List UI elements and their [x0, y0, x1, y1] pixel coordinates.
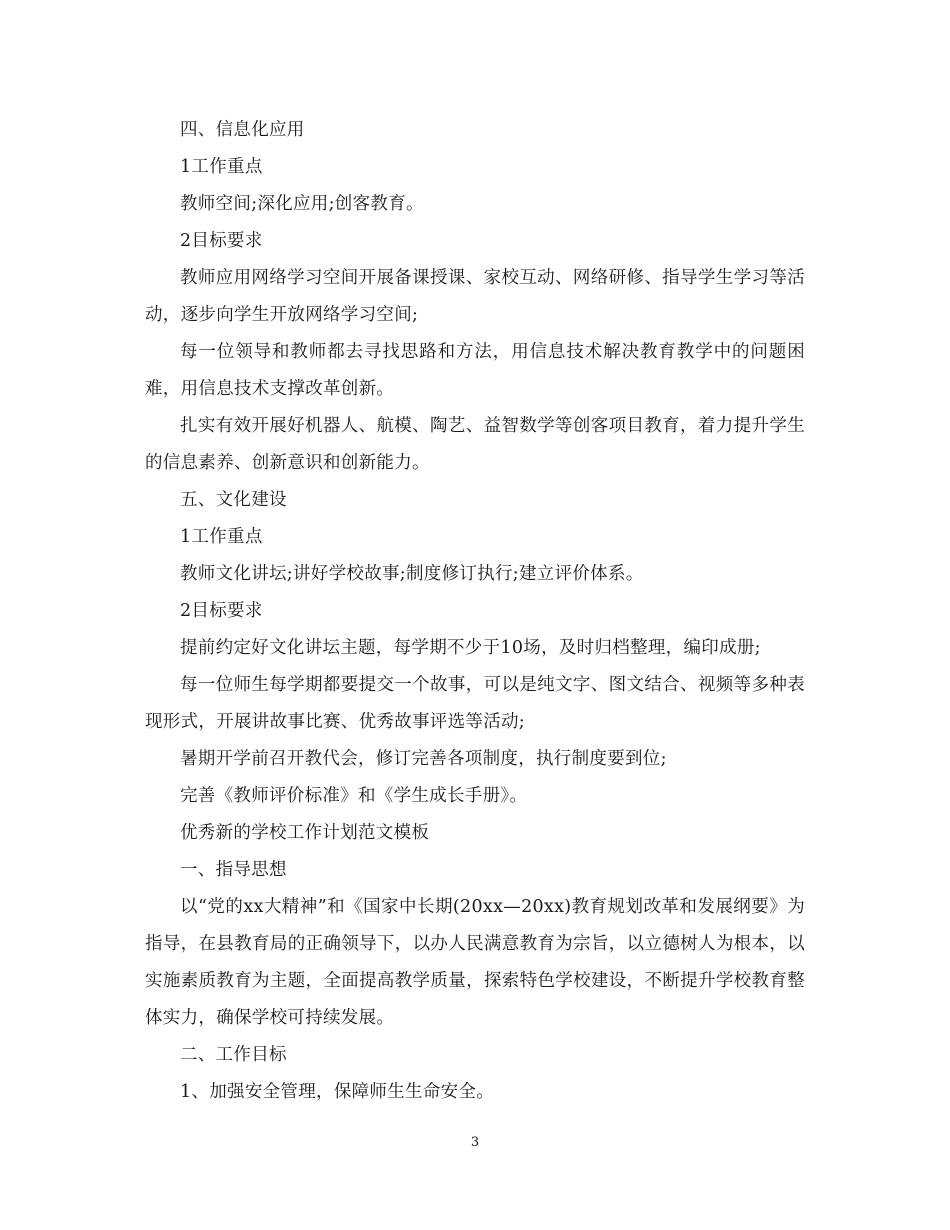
- subheading-work-focus: 1工作重点: [180, 527, 263, 547]
- paragraph: 教师空间;深化应用;创客教育。: [180, 194, 424, 214]
- subheading-work-focus: 1工作重点: [180, 157, 263, 177]
- paragraph: 每一位领导和教师都去寻找思路和方法，用信息技术解决教育教学中的问题困难，用信息技术支撑改革创新。: [145, 342, 805, 399]
- paragraph: 暑期开学前召开教代会，修订完善各项制度，执行制度要到位;: [180, 749, 667, 769]
- paragraph: 完善《教师评价标准》和《学生成长手册》。: [180, 786, 528, 806]
- document-title: 优秀新的学校工作计划范文模板: [180, 823, 430, 843]
- heading-section-two: 二、工作目标: [180, 1045, 287, 1065]
- subheading-goals: 2目标要求: [180, 231, 263, 251]
- paragraph: 提前约定好文化讲坛主题，每学期不少于10场，及时归档整理，编印成册;: [180, 638, 761, 658]
- subheading-goals: 2目标要求: [180, 601, 263, 621]
- document-body: [145, 112, 805, 1111]
- heading-section-five: 五、文化建设: [180, 490, 287, 510]
- heading-section-four: 四、信息化应用: [180, 120, 305, 140]
- paragraph: 以“党的xx大精神”和《国家中长期(20xx—20xx)教育规划改革和发展纲要》为指导，在县教育局的正确领导下，以办人民满意教育为宗旨，以立德树人为根本，以实施素质教育为主题，全面提高教学质量，探索特色学校建设，不断提升学校教育整体实力，确保学校可持续发展。: [145, 897, 805, 1028]
- paragraph: 扎实有效开展好机器人、航模、陶艺、益智数学等创客项目教育，着力提升学生的信息素养、创新意识和创新能力。: [145, 416, 805, 473]
- paragraph: 1、加强安全管理，保障师生生命安全。: [180, 1082, 495, 1102]
- heading-section-one: 一、指导思想: [180, 860, 287, 880]
- page-number: 3: [470, 1135, 480, 1150]
- paragraph: 教师应用网络学习空间开展备课授课、家校互动、网络研修、指导学生学习等活动，逐步向学生开放网络学习空间;: [145, 268, 805, 325]
- paragraph: 每一位师生每学期都要提交一个故事，可以是纯文字、图文结合、视频等多种表现形式，开展讲故事比赛、优秀故事评选等活动;: [145, 675, 805, 732]
- paragraph: 教师文化讲坛;讲好学校故事;制度修订执行;建立评价体系。: [180, 564, 644, 584]
